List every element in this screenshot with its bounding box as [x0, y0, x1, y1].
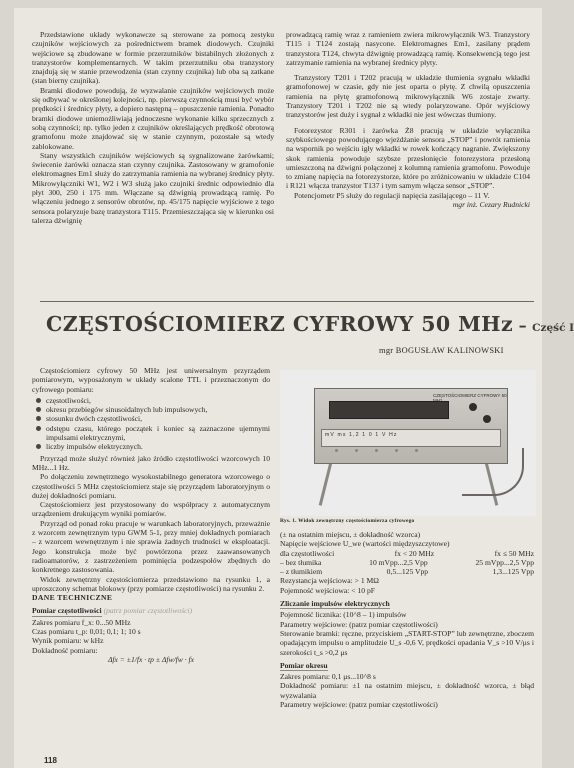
list-item: stosunku dwóch częstotliwości, [32, 414, 270, 423]
row-value: 0,5...125 Vpp [386, 567, 429, 577]
article-title [46, 312, 574, 336]
page-number: 118 [44, 756, 57, 765]
device-panel-labels: mV ms 1,2 1 0 1 V Hz [325, 432, 398, 438]
spec-row [280, 549, 534, 558]
spec-line: Zakres pomiaru: 0,1 μs...10^8 s [280, 672, 376, 682]
spec-line: (± na ostatnim miejscu, ± dokładność wzorca) [280, 530, 421, 539]
subheading: Pomiar częstotliwości [32, 606, 102, 616]
spec-row [280, 567, 534, 576]
paragraph: Bramki diodowe powodują, że wyzwalanie czujników wejściowych może się odbywać w określonej kolejności, np. pierwszą czynnością musi być wybór prędkości i średnicy płyty, a dopiero następną – opuszczenie ramienia. Ponadto bramki diodowe uniemożliwiają jednoczesne wykonanie kilku sprzecznych z sobą czynności; np. tylko jeden z czujników określających prędkość obrotową gramofonu może znajdować się w stanie czynnym, pozostałe są wtedy zablokowane. [32, 85, 274, 151]
section-divider [40, 301, 534, 302]
title-part: Część I [532, 322, 574, 334]
faint-note: (patrz pomiar częstotliwości) [103, 606, 193, 616]
spec-line: Czas pomiaru t_p: 0,01; 0,1; 1; 10 s [32, 627, 141, 637]
row-value: 10 mVpp...2,5 Vpp [369, 557, 428, 567]
spec-line: Pojemność licznika: (10^8 – 1) impulsów [280, 610, 407, 620]
title-dash: – [518, 316, 527, 335]
led-icon [335, 449, 338, 452]
led-icon [395, 449, 398, 452]
paragraph: Fotorezystor R301 i żarówka Ż8 pracują w układzie wyłącznika szybkościowego powodującego wjeżdżanie sensora „STOP” i powrót ramienia na wspornik po wejściu igły wkładki w rowek kończący nagranie. Zwiększony skok ramienia powoduje szybsze przesłonięcie fotorezystora przesłoną umieszczoną na dźwigni połączonej z kolumną ramienia gramofonu. Powoduje to zmianę napięcia na fotorezystorze, które po zróżnicowaniu w układzie C104 i R121 włącza tranzystor T137 i tym samym włącza sensor „STOP”. [286, 125, 530, 191]
spec-line: Dokładność pomiaru: ±1 na ostatnim miejscu, ± dokładność wzorca, ± błąd wyzwalania [280, 681, 534, 700]
intro: Częstościomierz cyfrowy 50 MHz jest uniwersalnym przyrządem pomiarowym, wyposażonym w układy scalone TTL i przeznaczonym do cyfrowego pomiaru: [32, 366, 270, 394]
paragraph: prowadzącą ramię wraz z ramieniem zwiera mikrowyłącznik W3. Tranzystory T115 i T124 zostają nasycone. Elektromagnes Em1, zasilany prądem tranzystora T124, chwyta dźwignię prowadzącą ramię. Konsekwencją tego jest zatrzymanie ramienia na wybranej średnicy płyty. [286, 30, 530, 67]
row-value: 1,3...125 Vpp [492, 567, 534, 577]
device-body [314, 388, 508, 464]
spec-line: Napięcie wejściowe U_we (wartości międzyszczytowe) [280, 539, 450, 549]
paragraph: Przedstawione układy wykonawcze są sterowane za pomocą zestyku czujników wejściowych za pośrednictwem bramek diodowych. Czujniki wejściowe są zbudowane w formie przerzutników bistabilnych złożonych z tranzystorów komplementarnych. W takim przerzutniku oba tranzystory znajdują się w stanie przewodzenia (stan czynny czujnika) lub oba są zatkane (stan bierny czujnika). [32, 30, 274, 86]
paragraph: Przyrząd może służyć również jako źródło częstotliwości wzorcowych 10 MHz...1 Hz. [32, 453, 270, 472]
figure-caption: Rys. 1. Widok zewnętrzny częstościomierza cyfrowego [280, 518, 415, 524]
section-heading: DANE TECHNICZNE [32, 593, 113, 603]
row-label: – z tłumikiem [280, 567, 323, 577]
spec-row [280, 558, 534, 567]
body-right-column [280, 530, 534, 709]
paragraph: Po dołączeniu zewnętrznego wysokostabilnego generatora wzorcowego o częstotliwości 5 MHz częstościomierz staje się przyrządem laboratoryjnym o dużej dokładności pomiaru. [32, 472, 270, 500]
row-value: 25 mVpp...2,5 Vpp [475, 557, 534, 567]
row-label: dla częstotliwości [280, 548, 335, 558]
subheading: Zliczanie impulsów elektrycznych [280, 599, 390, 609]
signature: mgr inż. Cezary Rudnicki [452, 200, 530, 210]
paragraph: Tranzystory T201 i T202 pracują w układzie tłumienia sygnału wkładki gramofonowej w czasie, gdy nie jest oparta o płytę. Z chwilą opuszczenia ramienia na płytę gramofonową mikrowyłącznik W6 zostaje zwarty. Tranzystory T201 i T202 nie są wtedy polaryzowane. Opór wyjściowy tranzystorów jest duży i sygnał z wkładki nie jest wówczas tłumiony. [286, 73, 530, 120]
device-photo [280, 370, 536, 516]
bullet-list [32, 396, 270, 452]
top-right-column [286, 30, 530, 209]
paragraph: Stany wszystkich czujników wejściowych są sygnalizowane żarówkami; świecenie żarówki oznacza stan czynny czujnika. Zastosowany w gramofonie elektromagnes Em1 służy do zatrzymania ramienia na wybranej średnicy płyty. Mikrowyłączniki W1, W2 i W3 służą jako czujniki średnic odpowiednio dla płyt 300, 250 i 175 mm. Włączane są dźwignią prowadzącą ramię. Po włączeniu jednego z sensorów obrotów, np. 45/175 napięcie wyjściowe z tego sensora polaryzuje bazę tranzystora T115. Przemieszczająca się w kierunku osi talerza dźwignię [32, 150, 274, 225]
paragraph: Częstościomierz jest przystosowany do współpracy z automatycznym urządzeniem drukującym wyniki pomiarów. [32, 500, 270, 519]
spec-line: Pojemność wejściowa: < 10 pF [280, 585, 375, 595]
spec-line: Parametry wejściowe: (patrz pomiar częstotliwości) [280, 619, 438, 629]
top-left-column [32, 30, 274, 225]
paragraph: Przyrząd od ponad roku pracuje w warunkach laboratoryjnych, przeważnie z wzorcem zewnętrznym typu GWM 5-1, przy mniej dokładnych pomiarach – z wzorcem wewnętrznym i nie sprawia żadnych trudności w eksploatacji. Jego konstrukcja może być powtórzona przez zaawansowanych radioamatorów, z zastrzeżeniem pominięcia podzespołów zbędnych do konkretnego zastosowania. [32, 518, 270, 575]
device-display [329, 401, 449, 419]
paragraph: Potencjometr P5 służy do regulacji napięcia zasilającego – 11 V. [294, 190, 490, 200]
spec-line: Dokładność pomiaru: [32, 645, 98, 655]
device-leg [319, 462, 333, 505]
list-item: częstotliwości, [32, 396, 270, 405]
knob-icon [483, 415, 491, 423]
spec-line: Sterowanie bramki: ręczne, przyciskiem „START-STOP” lub zewnętrzne, zboczem opadającym impulsu o amplitudzie U_s -0,6 V, prędkości opadania V_s >10 V/μs i szerokości t_s >0,2 μs [280, 628, 534, 657]
row-value: fx ≤ 50 MHz [494, 548, 534, 558]
led-icon [355, 449, 358, 452]
row-label: – bez tłumika [280, 557, 322, 567]
magazine-page [14, 8, 574, 768]
device-brand: CZĘSTOŚCIOMIERZ CYFROWY 50 [433, 393, 507, 398]
row-value: fx < 20 MHz [394, 548, 435, 558]
formula: Δfx = ±1/fx · tp ± Δfw/fw · fx [107, 654, 195, 664]
list-item: odstępu czasu, którego początek i koniec są zaznaczone ujemnymi impulsami elektrycznymi, [32, 424, 270, 443]
list-item: liczby impulsów elektrycznych. [32, 442, 270, 451]
spec-line: Wynik pomiaru: w kHz [32, 636, 104, 646]
article-author: mgr BOGUSŁAW KALINOWSKI [379, 346, 504, 355]
body-left-column [32, 366, 270, 664]
title-main: CZĘSTOŚCIOMIERZ CYFROWY 50 MHz [46, 312, 513, 336]
subheading: Pomiar okresu [280, 660, 328, 670]
knob-icon [469, 403, 477, 411]
spec-line: Parametry wejściowe: (patrz pomiar częstotliwości) [280, 700, 438, 710]
led-icon [375, 449, 378, 452]
list-item: okresu przebiegów sinusoidalnych lub impulsowych, [32, 405, 270, 414]
led-icon [415, 449, 418, 452]
paragraph: Widok zewnętrzny częstościomierza przedstawiono na rysunku 1, a uproszczony schemat blokowy (przy pomiarze częstotliwości) na rysunku 2. [32, 574, 270, 593]
spec-line: Zakres pomiaru f_x: 0...50 MHz [32, 617, 131, 627]
spec-line: Rezystancja wejściowa: > 1 MΩ [280, 576, 379, 586]
